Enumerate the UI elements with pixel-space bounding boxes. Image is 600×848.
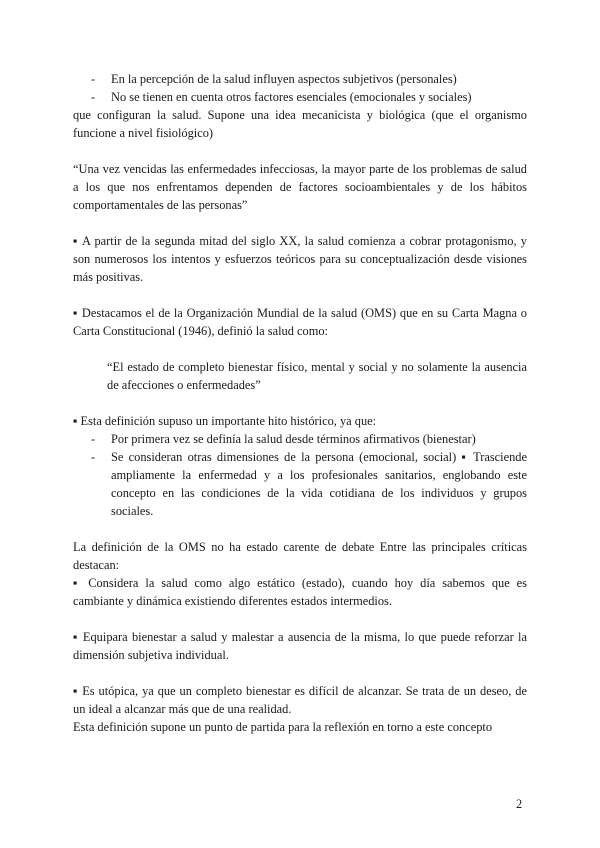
dash-bullet: - [91, 432, 96, 446]
paragraph: ▪ Destacamos el de la Organización Mundial de la salud (OMS) que en su Carta Magna o Carta Constitucional (1946), definió la salud como: [73, 306, 527, 338]
list-item-text: En la percepción de la salud influyen aspectos subjetivos (personales) [111, 72, 457, 86]
list-item [73, 70, 527, 88]
list-item-text: Se consideran otras dimensiones de la persona (emocional, social) ▪ Trasciende ampliamente la enfermedad y a los profesionales sanitarios, englobando este concepto en las condiciones de la vida cotidiana de los individuos y grupos sociales. [111, 450, 527, 518]
list-item-text: No se tienen en cuenta otros factores esenciales (emocionales y sociales) [111, 90, 472, 104]
list-item [73, 448, 527, 520]
block-quote: “El estado de completo bienestar físico, mental y social y no solamente la ausencia de afecciones o enfermedades” [107, 360, 527, 392]
paragraph: ▪ Equipara bienestar a salud y malestar a ausencia de la misma, lo que puede reforzar la dimensión subjetiva individual. [73, 630, 527, 662]
paragraph: ▪ A partir de la segunda mitad del siglo XX, la salud comienza a cobrar protagonismo, y son numerosos los intentos y esfuerzos teóricos para su conceptualización desde visiones más positivas. [73, 234, 527, 284]
paragraph: que configuran la salud. Supone una idea mecanicista y biológica (que el organismo funcione a nivel fisiológico) [73, 108, 527, 140]
list-item-text: Por primera vez se definía la salud desde términos afirmativos (bienestar) [111, 432, 476, 446]
list-item [73, 430, 527, 448]
paragraph: ▪ Considera la salud como algo estático (estado), cuando hoy día sabemos que es cambiante y dinámica existiendo diferentes estados intermedios. [73, 576, 527, 608]
paragraph: La definición de la OMS no ha estado carente de debate Entre las principales críticas destacan: [73, 540, 527, 572]
dash-bullet: - [91, 450, 96, 464]
dash-bullet: - [91, 72, 96, 86]
paragraph: ▪ Es utópica, ya que un completo bienestar es difícil de alcanzar. Se trata de un deseo, de un ideal a alcanzar más que de una realidad. [73, 684, 527, 716]
paragraph: ▪ Esta definición supuso un importante hito histórico, ya que: [73, 414, 377, 428]
page-content [73, 70, 527, 736]
paragraph: Esta definición supone un punto de partida para la reflexión en torno a este concepto [73, 720, 493, 734]
list-item [73, 88, 527, 106]
page-number: 2 [516, 797, 523, 811]
paragraph: “Una vez vencidas las enfermedades infecciosas, la mayor parte de los problemas de salud a los que nos enfrentamos dependen de factores socioambientales y de los hábitos comportamentales de las personas” [73, 162, 527, 212]
dash-bullet: - [91, 90, 96, 104]
